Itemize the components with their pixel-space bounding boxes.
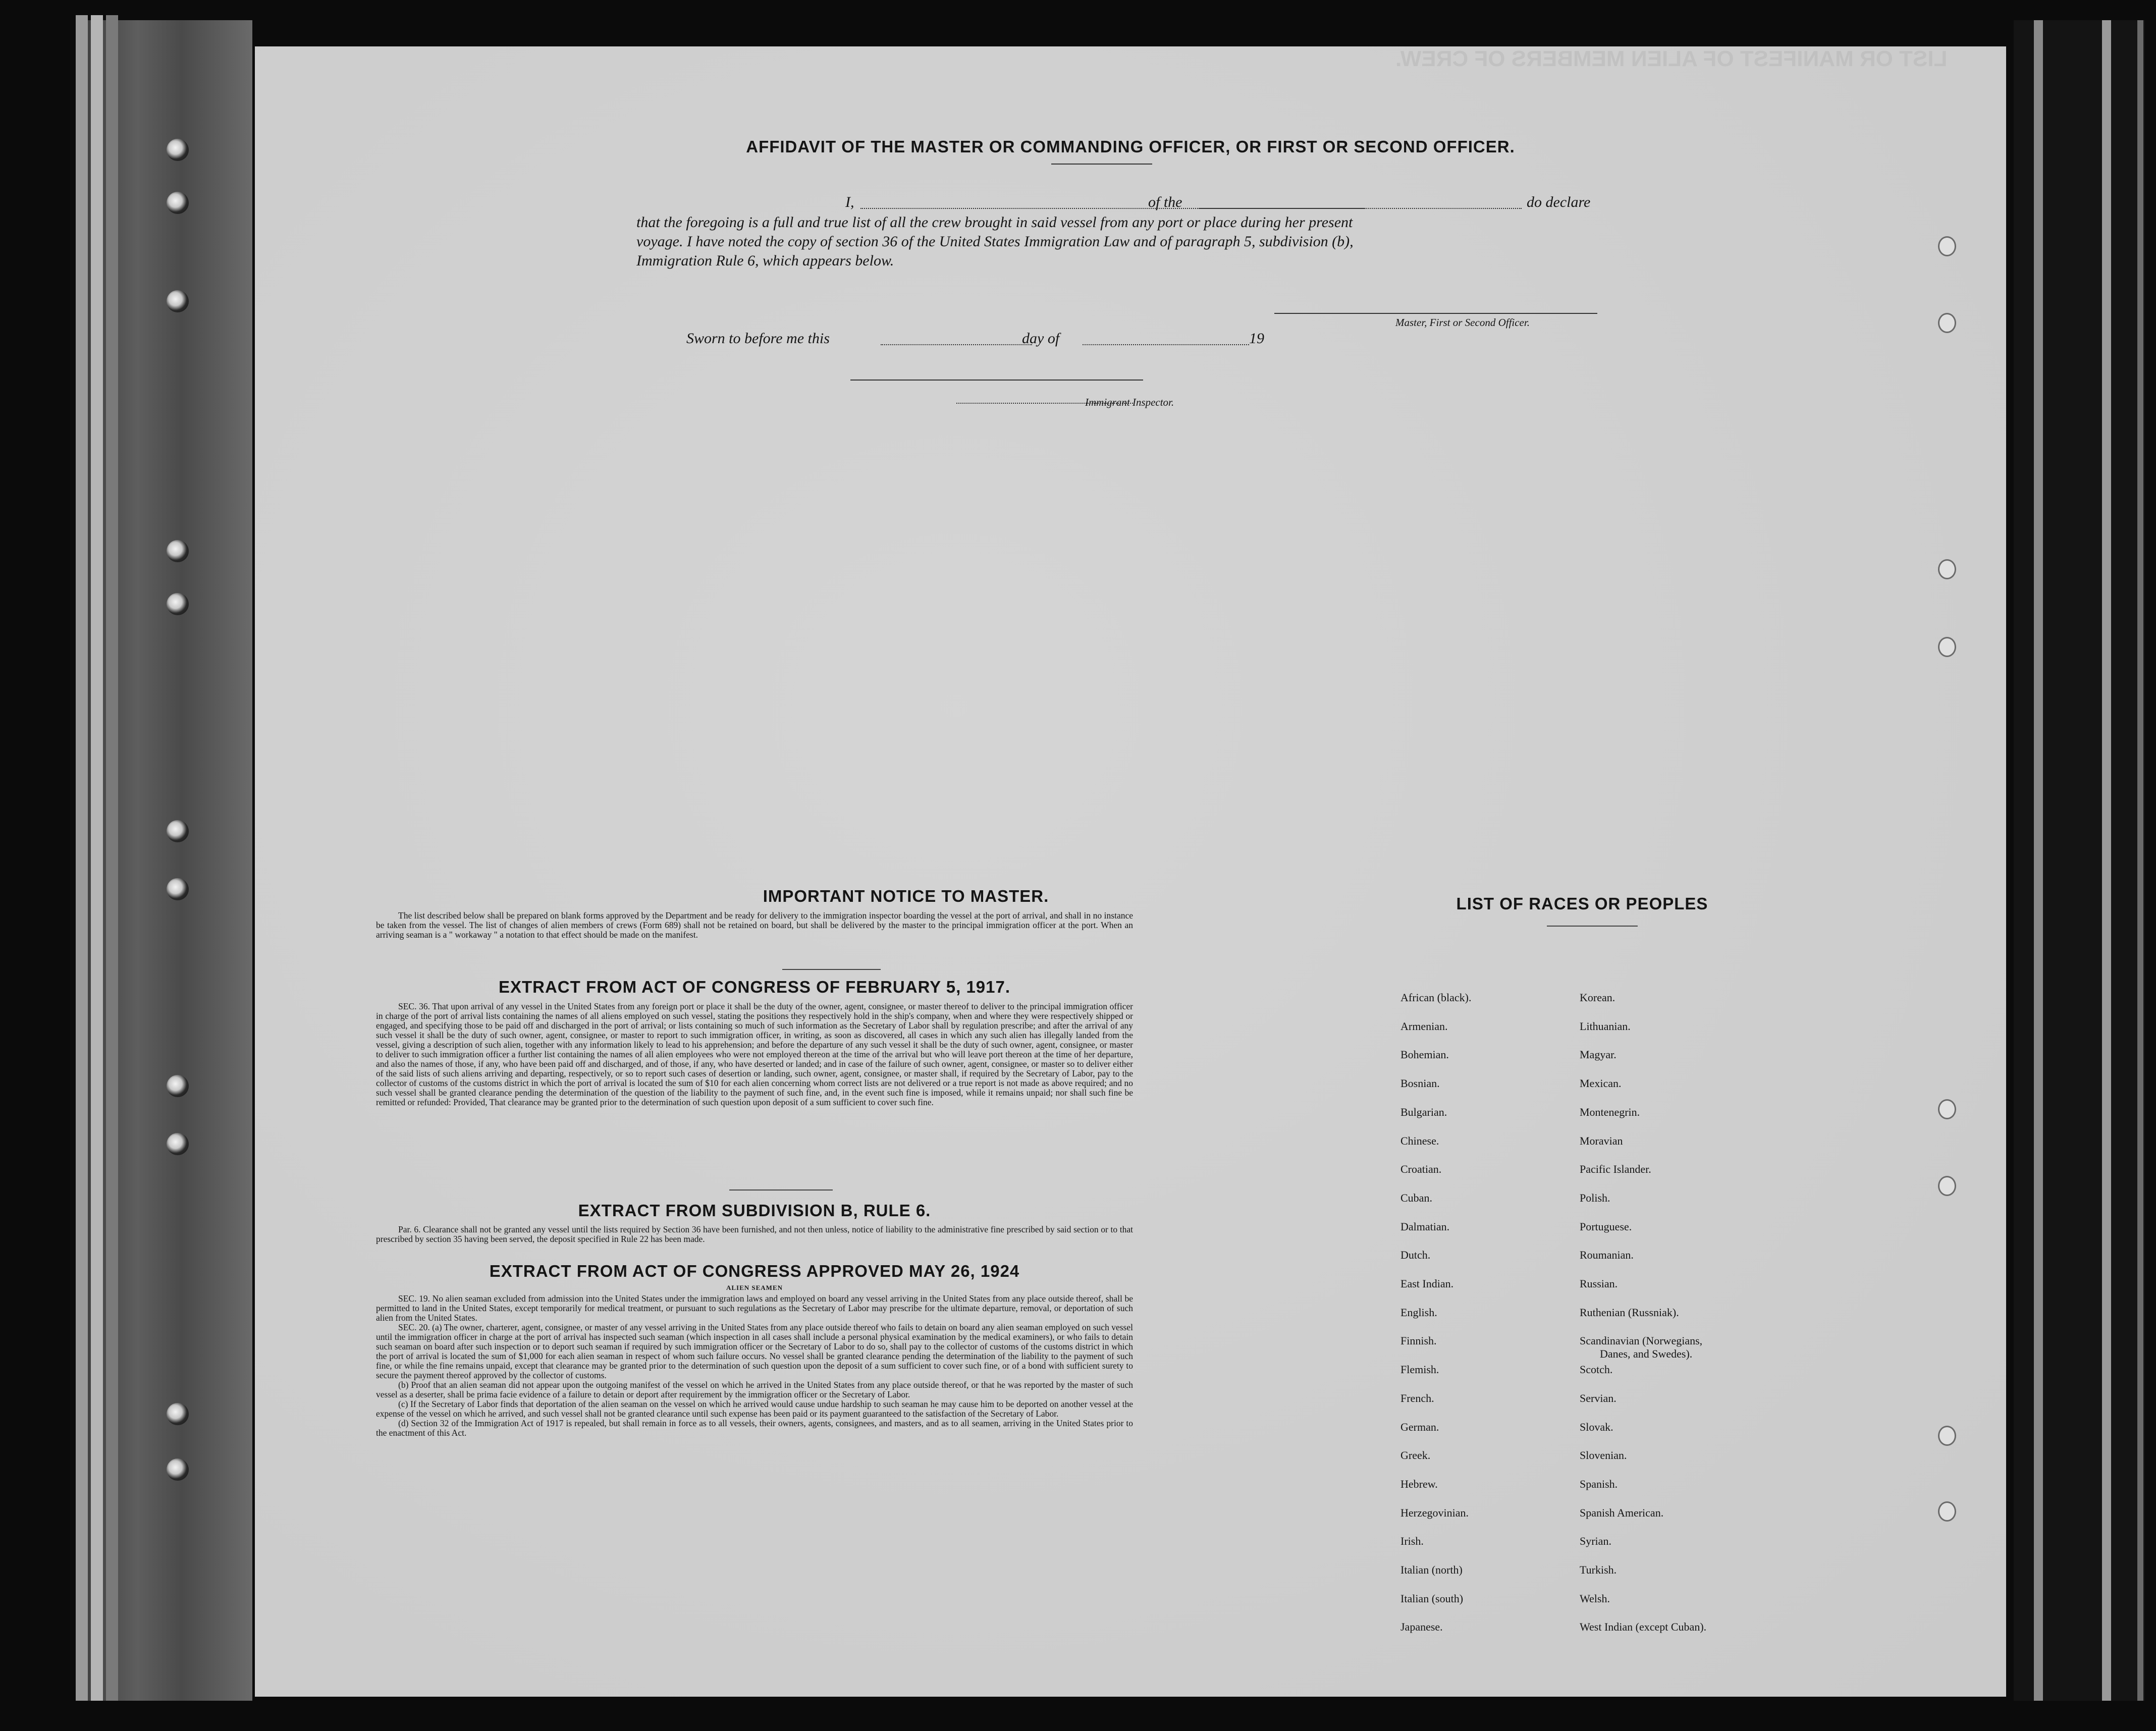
extract-1917-paragraph: SEC. 36. That upon arrival of any vessel in the United States from any foreign port or place it shall be the duty of the owner, agent, consignee, or master thereof to deliver to the principal immigration officer in charge of the port of arrival lists containing the names of all aliens employed on such vessel, stating the positions they respectively hold in the ship's company, when and where they were respectively shipped or engaged, and specifying those to be paid off and discharged in the port of arrival; or lists containing so much of such information as the Secretary of Labor shall by regulation prescribe; and after the arrival of any such vessel it shall be the duty of such owner, agent, consignee, or master to report to such immigration officer, in writing, as soon as discovered, all cases in which any such alien has illegally landed from the vessel, giving a description of such alien, together with any information likely to lead to his apprehension; and before the departure of any such vessel it shall be the duty of such owner, agent, consignee, or master to deliver to such immigration officer a further list containing the names of all alien employees who were not employed thereon at the time of the arrival but who will leave port thereon at the time of her departure, and also the names of those, if any, who have been paid off and discharged, and of those, if any, who have deserted or landed; and in case of the failure of such owner, agent, consignee, or master so to deliver either of the said lists of such aliens arriving and departing, respectively, or so to report such cases of desertion or landing, such owner, agent, consignee, or master shall, if required by the Secretary of Labor, pay to the collector of customs of the customs district in which the port of arrival is located the sum of $10 for each alien concerning whom correct lists are not delivered or a true report is not made as above required; and no such vessel shall be granted clearance pending the determination of the question of the liability to the payment of such fine, and, in the event such fine is imposed, while it remains unpaid; nor shall such fine be remitted or refunded: Provided, That clearance may be granted prior to the determination of such question upon deposit of a sum sufficient to cover such fine. [376,1001,1133,1107]
extract-1924-paragraph: (c) If the Secretary of Labor finds that deportation of the alien seaman on the vessel on which he arrived would cause undue hardship to such seaman he may cause him to be deported on another vessel at the expense of the vessel on which he arrived, and such vessel shall not be granted clearance until such expense has been paid or its payment guaranteed to the satisfaction of the Secretary of Labor. [376,1399,1133,1419]
race-item: Russian. [1580,1277,1618,1290]
extract-1917-title: EXTRACT FROM ACT OF CONGRESS OF FEBRUARY 5, 1917. [498,978,1011,996]
race-item: Danes, and Swedes). [1600,1347,1693,1361]
affidavit-title: AFFIDAVIT OF THE MASTER OR COMMANDING OFFICER, OR FIRST OR SECOND OFFICER. [746,137,1515,156]
race-item: Finnish. [1400,1334,1437,1347]
affidavit-of-the-label: of the [1148,194,1182,210]
ring-hole-icon [1938,1426,1956,1446]
extract-1917-text [376,1002,1133,1107]
sworn-label: Sworn to before me this [686,330,830,347]
affidavit-statement-line-3: Immigration Rule 6, which appears below. [636,252,894,269]
document-sheet [255,46,2006,1697]
race-item: Japanese. [1400,1620,1443,1634]
signature-label: Master, First or Second Officer. [1395,316,1530,329]
race-item: Lithuanian. [1580,1019,1631,1033]
binder-hole-icon [167,593,189,615]
binder-hole-icon [167,192,189,214]
race-item: Turkish. [1580,1563,1617,1576]
ring-hole-icon [1938,313,1956,333]
races-title: LIST OF RACES OR PEOPLES [1456,894,1708,913]
extract-1924-paragraph: (d) Section 32 of the Immigration Act of 1917 is repealed, but shall remain in force as to all vessels, their owners, agents, consignees, and masters, and as to all seamen, arriving in the United States prior to the enactment of this Act. [376,1418,1133,1438]
notice-text [376,911,1133,940]
extract-rule6-title: EXTRACT FROM SUBDIVISION B, RULE 6. [578,1201,931,1220]
race-item: Pacific Islander. [1580,1163,1651,1176]
notice-paragraph: The list described below shall be prepared on blank forms approved by the Department and be ready for delivery to the immigration inspector boarding the vessel at the port of arrival, and shall in no instance be taken from the vessel. The list of changes of alien members of crews (Form 689) shall not be retained on board, but shall be delivered by the master to the principal immigration officer at the port. When an arriving seaman is a " workaway " a notation to that effect should be made on the manifest. [376,910,1133,940]
right-frame [2014,20,2145,1701]
binder-hole-icon [167,540,189,562]
year-label: 19 [1249,330,1264,347]
race-item: German. [1400,1420,1439,1433]
race-item: Servian. [1580,1391,1616,1404]
race-item: East Indian. [1400,1277,1454,1290]
ring-hole-icon [1938,559,1956,579]
race-item: Portuguese. [1580,1220,1632,1233]
binder-hole-icon [167,139,189,161]
race-item: Spanish American. [1580,1506,1664,1519]
race-item: Ruthenian (Russniak). [1580,1306,1679,1319]
race-item: French. [1400,1391,1434,1404]
race-item: Scotch. [1580,1363,1613,1376]
right-frame-bar [2102,20,2111,1701]
race-item: Mexican. [1580,1077,1622,1090]
extract-1924-title: EXTRACT FROM ACT OF CONGRESS APPROVED MAY 26, 1924 [489,1262,1020,1280]
extract-1924-paragraph: SEC. 19. No alien seaman excluded from admission into the United States under the immigration laws and employed on board any vessel arriving in the United States from any place outside thereof, shall be permitted to land in the United States, except temporarily for medical treatment, or pursuant to such regulations as the Secretary of Labor may prescribe for the ultimate departure, removal, or deportation of such alien from the United States. [376,1293,1133,1323]
divider [1547,926,1638,927]
race-item: Armenian. [1400,1019,1448,1033]
affidavit-statement-line-2: voyage. I have noted the copy of section 36 of the United States Immigration Law and of paragraph 5, subdivision (b), [636,233,1354,250]
race-item: Dutch. [1400,1249,1431,1262]
race-item: Magyar. [1580,1048,1616,1061]
extract-1924-paragraph: SEC. 20. (a) The owner, charterer, agent, consignee, or master of any vessel arriving in the United States from any place outside thereof who fails to detain on board any alien seaman employed on such vessel until the immigration officer in charge at the port of arrival has inspected such seaman (which inspection in all cases shall include a personal physical examination by the medical examiners), or who fails to detain such seaman on board after such inspection or to deport such seaman if required by such immigration officer or the Secretary of Labor to do so, shall pay to the collector of customs of the customs district in which the port of arrival is located the sum of $1,000 for each alien seaman in respect of whom such failure occurs. No vessel shall be granted clearance pending the determination of the liability to the payment of such fine, or while the fine remains unpaid, except that clearance may be granted prior to the determination of such question upon the deposit of a sum sufficient to cover such fine, or of a bond with sufficient surety to secure the payment thereof approved by the collector of customs. [376,1322,1133,1380]
affidavit-i-label: I, [845,194,854,210]
extract-rule6-text [376,1225,1133,1244]
day-blank-line [881,344,1032,345]
race-item: Croatian. [1400,1163,1442,1176]
vessel-blank-line [1199,208,1522,209]
race-item: African (black). [1400,991,1472,1004]
page-edge [91,15,103,1701]
extract-1924-paragraph: (b) Proof that an alien seaman did not appear upon the outgoing manifest of the vessel on which he arrived in the United States from any place outside thereof, or that he was reported by the master of such vessel as a deserter, shall be prima facie evidence of a failure to detain or deport after requirement by the immigration officer or the Secretary of Labor. [376,1380,1133,1399]
race-item: Italian (north) [1400,1563,1463,1576]
race-item: Montenegrin. [1580,1105,1640,1118]
day-of-label: day of [1022,330,1060,347]
divider [1051,164,1152,165]
race-item: Polish. [1580,1191,1610,1204]
binder-hole-icon [167,1075,189,1097]
binder-hole-icon [167,1458,189,1481]
divider [782,969,881,970]
race-item: Flemish. [1400,1363,1439,1376]
signature-line [1274,313,1597,314]
do-declare-label: do declare [1527,194,1591,210]
race-item: Greek. [1400,1449,1431,1462]
race-item: Irish. [1400,1535,1424,1548]
binder-hole-icon [167,878,189,900]
right-frame-bar [2034,20,2043,1701]
race-item: Dalmatian. [1400,1220,1450,1233]
extract-1924-text [376,1294,1133,1438]
race-item: Herzegovinian. [1400,1506,1469,1519]
binder-hole-icon [167,1133,189,1155]
race-item: Syrian. [1580,1535,1611,1548]
race-item: Cuban. [1400,1191,1432,1204]
ring-hole-icon [1938,637,1956,657]
race-item: Slovenian. [1580,1449,1627,1462]
extract-rule6-paragraph: Par. 6. Clearance shall not be granted any vessel until the lists required by Section 36 have been furnished, and not then unless, notice of liability to the administrative fine prescribed by said section or to that prescribed by section 35 having been served, the deposit specified in Rule 22 has been made. [376,1224,1133,1244]
race-item: English. [1400,1306,1437,1319]
race-item: Spanish. [1580,1477,1618,1490]
divider [729,1189,833,1191]
race-item: Roumanian. [1580,1249,1634,1262]
ring-hole-icon [1938,1099,1956,1119]
race-item: Bohemian. [1400,1048,1449,1061]
race-item: Hebrew. [1400,1477,1438,1490]
affidavit-statement-line-1: that the foregoing is a full and true list of all the crew brought in said vessel from any port or place during her present [636,214,1353,231]
extract-1924-subtitle: ALIEN SEAMEN [726,1284,783,1291]
race-item: Bulgarian. [1400,1105,1447,1118]
inspector-label: Immigrant Inspector. [1085,396,1174,408]
page-edge [106,15,118,1701]
race-item: West Indian (except Cuban). [1580,1620,1707,1634]
binder-hole-icon [167,1403,189,1425]
inspector-top-line [850,380,1143,381]
ring-hole-icon [1938,1176,1956,1196]
race-item: Slovak. [1580,1420,1613,1433]
race-item: Welsh. [1580,1592,1610,1605]
ring-hole-icon [1938,1501,1956,1522]
race-item: Moravian [1580,1134,1623,1147]
race-item: Italian (south) [1400,1592,1464,1605]
race-item: Scandinavian (Norwegians, [1580,1334,1703,1347]
race-item: Bosnian. [1400,1077,1440,1090]
race-item: Chinese. [1400,1134,1439,1147]
bleed-through-text: LIST OR MANIFEST OF ALIEN MEMBERS OF CREW. [1395,46,1948,71]
page-edge [76,15,88,1701]
notice-title: IMPORTANT NOTICE TO MASTER. [763,887,1049,905]
race-item: Korean. [1580,991,1615,1004]
binder-hole-icon [167,290,189,312]
right-frame-bar [2137,20,2143,1701]
binder-hole-icon [167,820,189,842]
ring-hole-icon [1938,236,1956,256]
month-blank-line [1083,344,1249,345]
